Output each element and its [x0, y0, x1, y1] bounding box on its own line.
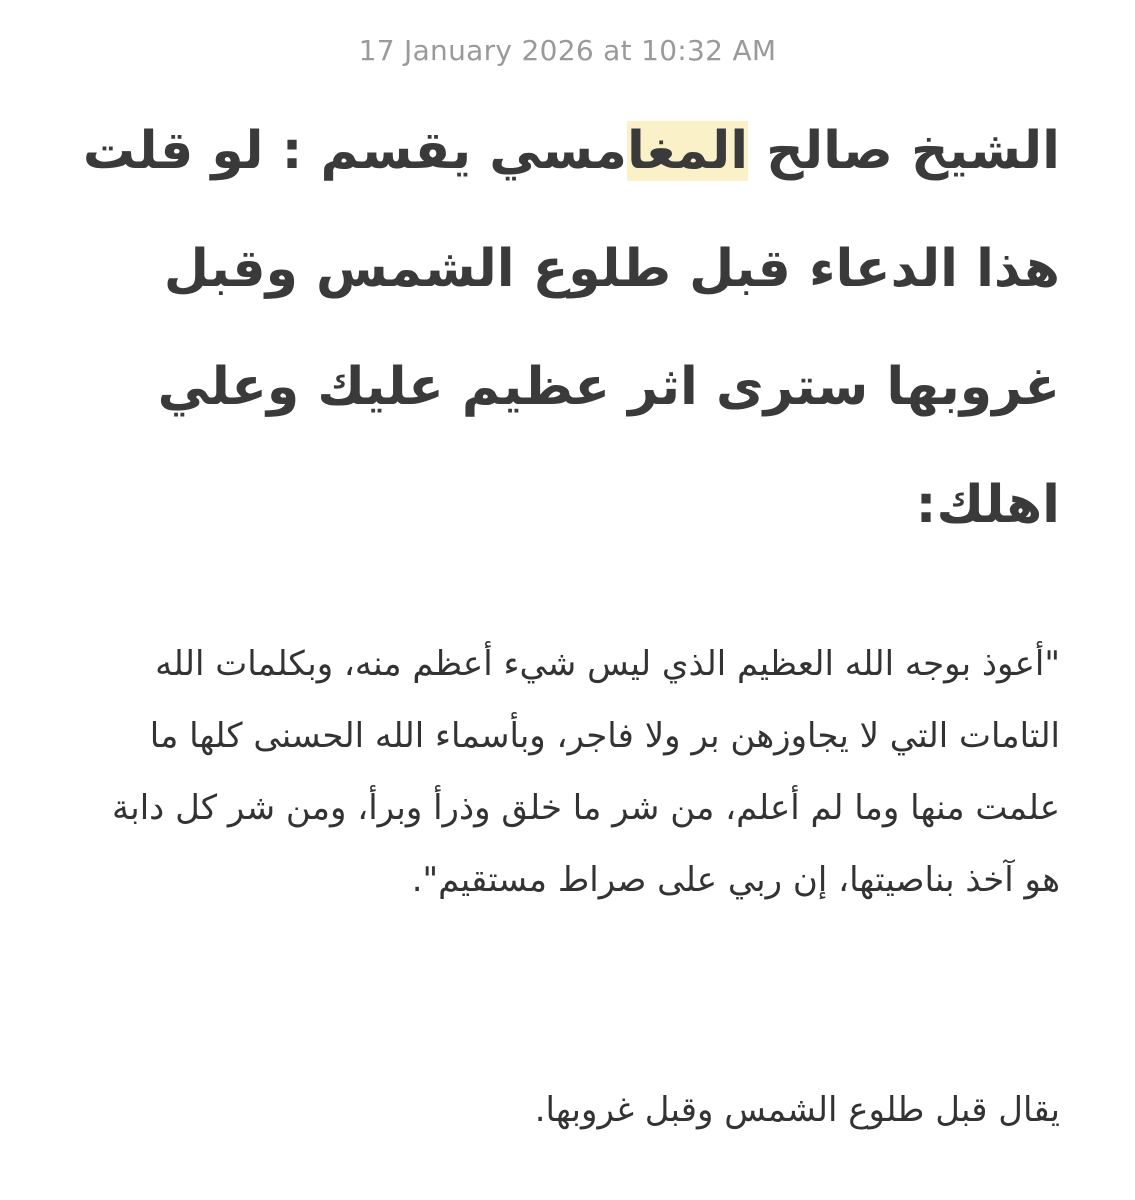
headline-text-start: الشيخ صالح [748, 121, 1060, 181]
article-timestamp: 17 January 2026 at 10:32 AM [358, 34, 777, 67]
article-closing-paragraph: يقال قبل طلوع الشمس وقبل غروبها. [534, 1090, 1060, 1130]
headline-highlighted-text[interactable]: المغا [626, 121, 749, 181]
article-body-paragraph: "أعوذ بوجه الله العظيم الذي ليس شيء أعظم منه، وبكلمات الله التامات التي لا يجاوزهن بر ولا فاجر، وبأسماء الله الحسنى كلها ما علمت منها وما لم أعلم، من شر ما خلق وذرأ وبرأ، ومن شر كل دابة هو آخذ بناصيتها، إن ربي على صراط مستقيم". [112, 644, 1060, 900]
article-headline [70, 92, 1060, 564]
headline-text-end: مسي يقسم : لو قلت هذا الدعاء قبل طلوع الشمس وقبل غروبها سترى اثر عظيم عليك وعلي اهلك: [82, 121, 1060, 535]
